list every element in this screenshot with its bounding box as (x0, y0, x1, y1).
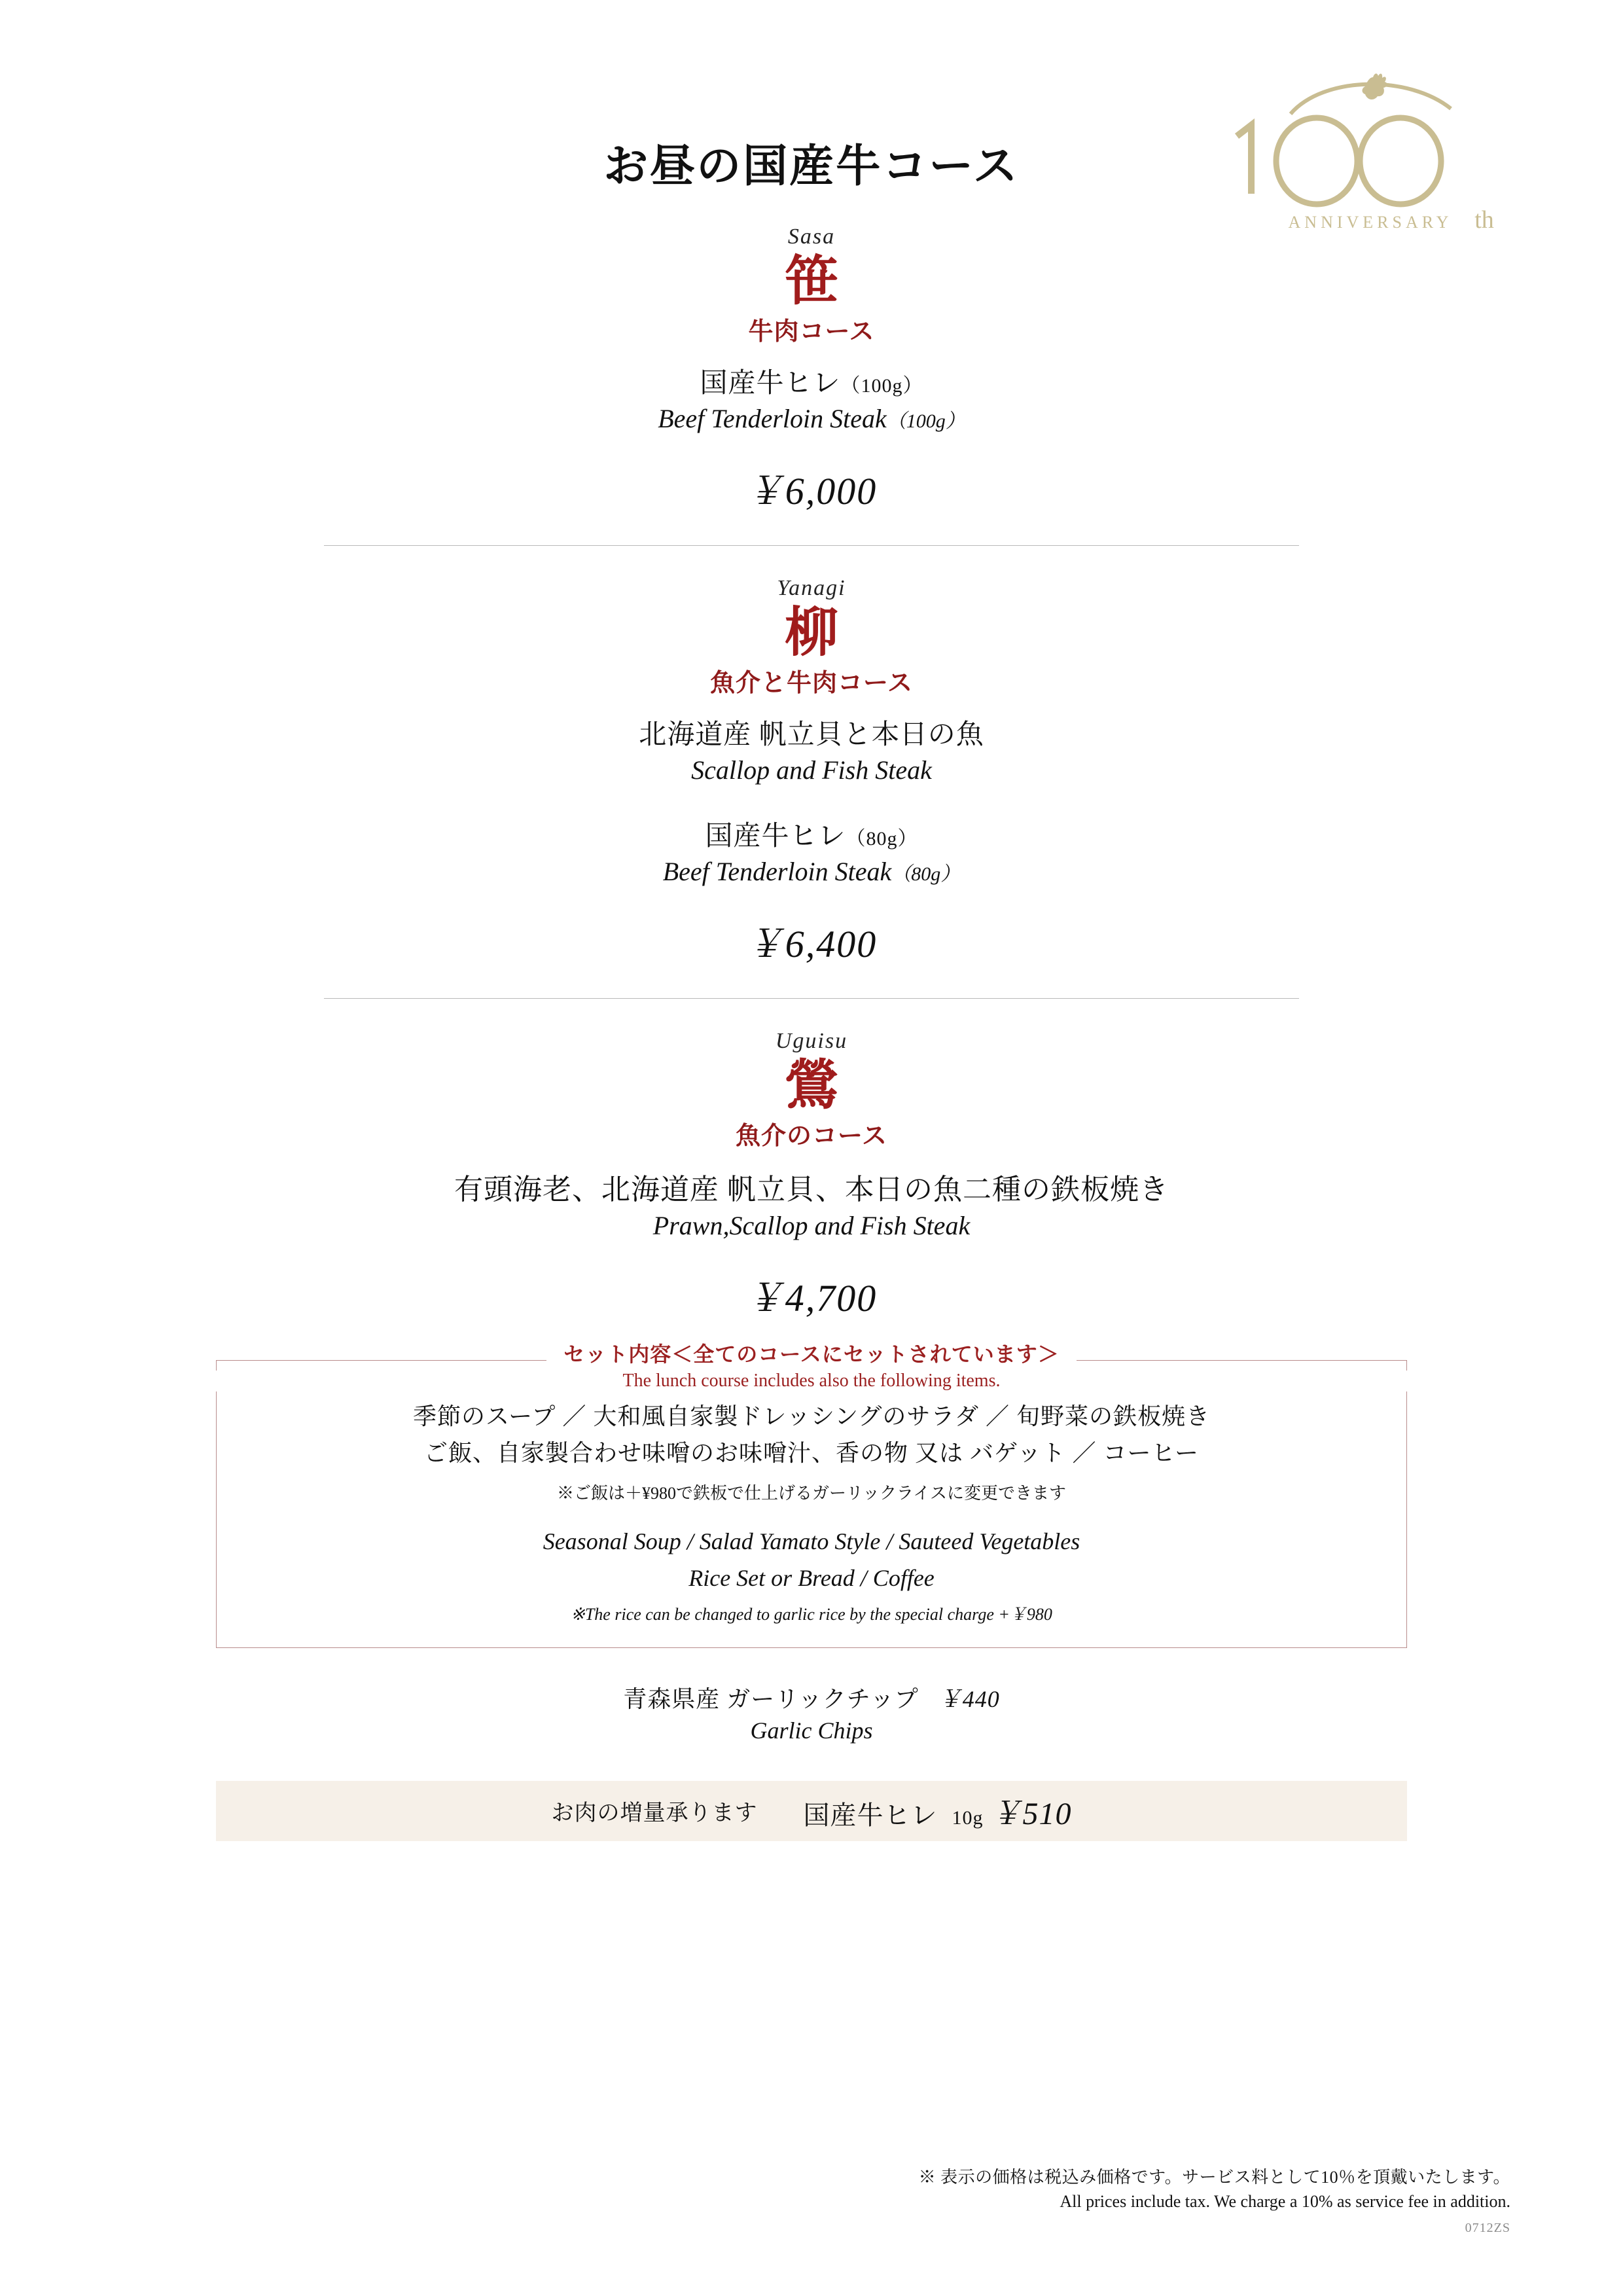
dish-weight-en: （80g） (891, 863, 961, 886)
set-menu-line-en: Seasonal Soup / Salad Yamato Style / Sauteed Vegetables (543, 1528, 1080, 1554)
course-price: ￥6,000 (745, 470, 878, 513)
footer-note-en: All prices include tax. We charge a 10% as service fee in addition. (1060, 2192, 1510, 2211)
garlic-chips-price: ￥440 (938, 1685, 1000, 1712)
dish-name-en (0, 755, 1623, 785)
footer-note-jp: ※ 表示の価格は税込み価格です。サービス料として10％を頂戴いたします。 (918, 2168, 1510, 2187)
set-menu-note-jp: ※ご飯は＋¥980で鉄板で仕上げるガーリックライスに変更できます (557, 1483, 1066, 1503)
set-menu-line-en: Rice Set or Bread / Coffee (688, 1564, 935, 1591)
logo-th-text: th (1474, 206, 1494, 234)
dish-name-en-text: Prawn,Scallop and Fish Steak (652, 1211, 971, 1241)
course-subtitle: 魚介と牛肉コース (709, 670, 914, 698)
course-kanji: 笹 (784, 251, 838, 311)
course-subtitle: 牛肉コース (748, 318, 875, 346)
dish-name-jp (0, 814, 1623, 853)
course-price: ￥6,400 (745, 923, 878, 966)
addon-price: ￥510 (990, 1797, 1072, 1832)
dish-name-jp (0, 1166, 1623, 1208)
dish-name-jp-text: 国産牛ヒレ (700, 368, 841, 399)
section-divider-2 (324, 998, 1299, 999)
garlic-chips-en: Garlic Chips (750, 1717, 873, 1744)
course-block-uguisu (0, 1029, 1623, 1322)
course-subtitle: 魚介のコース (735, 1122, 888, 1151)
garlic-chips-item (0, 1681, 1623, 1744)
set-menu-line-jp: ご飯、自家製合わせ味噌のお味噌汁、香の物 又は バゲット ／ コーヒー (423, 1440, 1200, 1467)
set-menu-heading-en: The lunch course includes also the following items. (216, 1371, 1407, 1391)
set-menu-heading (216, 1338, 1407, 1391)
dish-weight-en: （100g） (886, 410, 965, 433)
course-block-yanagi (0, 576, 1623, 968)
set-menu-heading-jp: セット内容＜全てのコースにセットされています＞ (546, 1338, 1076, 1368)
set-menu-section (216, 1342, 1407, 1648)
course-kanji: 柳 (784, 603, 838, 663)
addon-item-row (803, 1788, 1071, 1833)
dish-name-en-text: Scallop and Fish Steak (691, 755, 932, 785)
dish-name-jp (0, 361, 1623, 401)
dish-name-jp-text: 北海道産 帆立貝と本日の魚 (639, 720, 984, 751)
dish-weight-jp: （80g） (846, 828, 918, 850)
course-romaji: Uguisu (775, 1029, 848, 1054)
dish-name-jp-text: 国産牛ヒレ (705, 821, 846, 852)
dish-name-en (0, 403, 1623, 434)
set-menu-note-en: ※The rice can be changed to garlic rice by the special charge +￥980 (571, 1604, 1052, 1624)
section-divider-1 (324, 545, 1299, 546)
course-price: ￥4,700 (745, 1277, 878, 1320)
course-block-sasa (0, 224, 1623, 515)
garlic-chips-jp-row (0, 1681, 1623, 1714)
garlic-chips-jp: 青森県産 ガーリックチップ (623, 1685, 919, 1712)
course-romaji: Yanagi (777, 576, 846, 601)
set-menu-box (216, 1360, 1407, 1648)
dish-name-en (0, 856, 1623, 887)
dish-name-en-text: Beef Tenderloin Steak (662, 857, 892, 887)
addon-label: お肉の増量承ります (551, 1801, 758, 1826)
dish-name-en (0, 1210, 1623, 1241)
footer-code: 0712ZS (1465, 2221, 1510, 2235)
dish-weight-jp: （100g） (840, 375, 923, 397)
addon-unit: 10g (952, 1807, 984, 1829)
course-romaji: Sasa (787, 224, 836, 249)
addon-item-name: 国産牛ヒレ (803, 1801, 938, 1831)
dish-name-en-text: Beef Tenderloin Steak (658, 404, 887, 434)
meat-addon-band (216, 1781, 1407, 1841)
set-menu-line-jp: 季節のスープ ／ 大和風自家製ドレッシングのサラダ ／ 旬野菜の鉄板焼き (412, 1403, 1211, 1430)
page-title: お昼の国産牛コース (603, 141, 1020, 191)
dish-name-jp (0, 713, 1623, 752)
dish-name-jp-text: 有頭海老、北海道産 帆立貝、本日の魚二種の鉄板焼き (454, 1174, 1169, 1206)
logo-anniversary-text: ANNIVERSARY (1288, 213, 1453, 232)
footer-notes (919, 2164, 1510, 2236)
anniversary-logo-icon (1225, 63, 1513, 259)
course-kanji: 鶯 (784, 1056, 838, 1116)
